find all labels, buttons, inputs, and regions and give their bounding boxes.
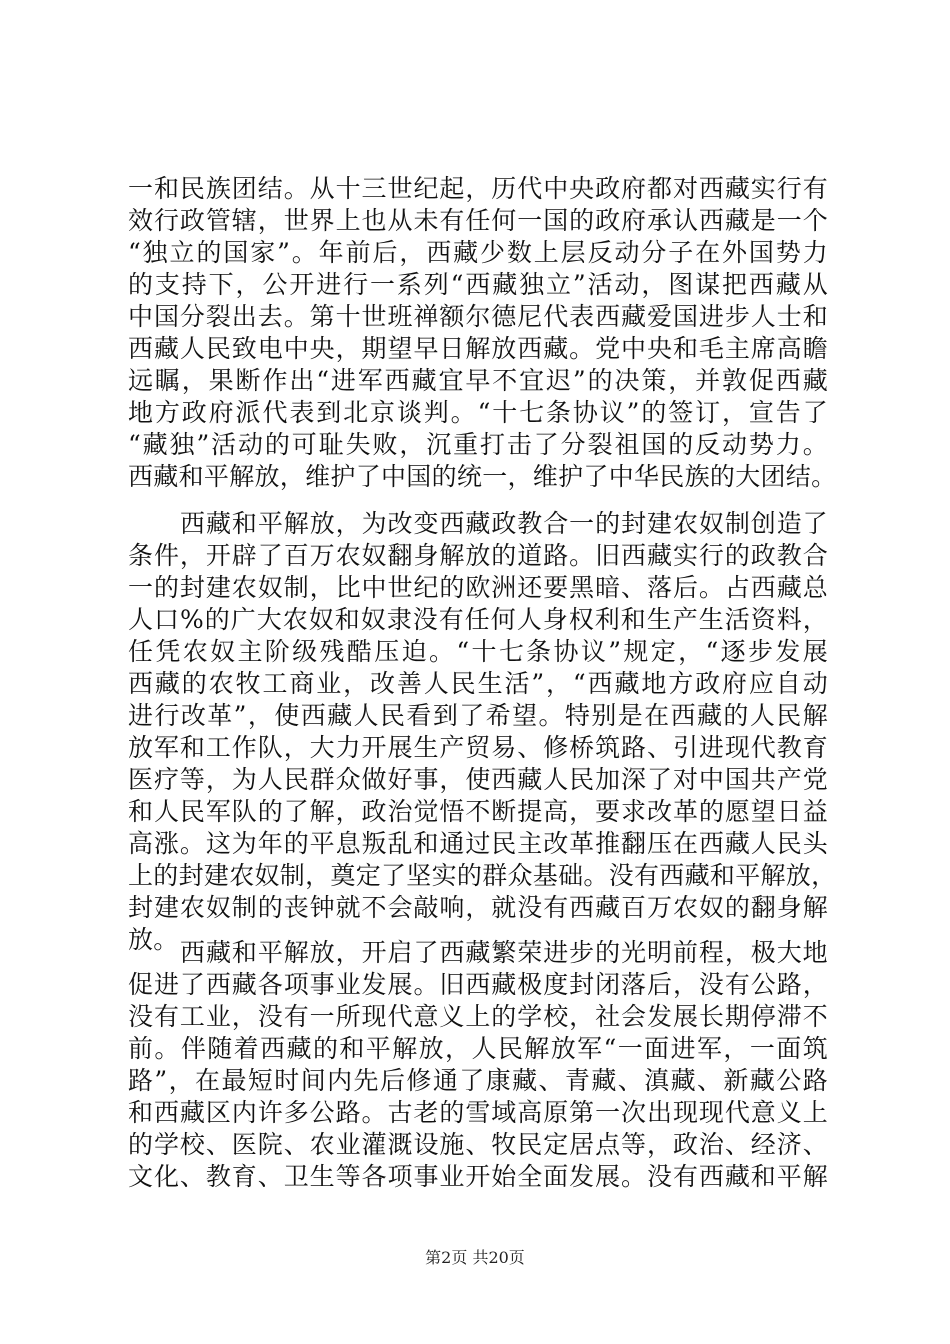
text-line: 高涨。这为年的平息叛乱和通过民主改革推翻压在西藏人民头 (128, 829, 828, 858)
paragraph-3 (128, 937, 828, 1193)
text-line: 西藏和平解放，开启了西藏繁荣进步的光明前程，极大地 (180, 938, 828, 967)
text-line: 一和民族团结。从十三世纪起，历代中央政府都对西藏实行有 (128, 174, 828, 203)
text-line: 的支持下，公开进行一系列“西藏独立”活动，图谋把西藏从 (128, 270, 828, 299)
text-line: 远瞩，果断作出“进军西藏宜早不宜迟”的决策，并敦促西藏 (128, 366, 828, 395)
text-line: 进行改革”，使西藏人民看到了希望。特别是在西藏的人民解 (128, 701, 828, 730)
text-line: 的学校、医院、农业灌溉设施、牧民定居点等，政治、经济、 (128, 1130, 828, 1159)
paragraph-1 (128, 173, 837, 493)
text-line: 人口%的广大农奴和奴隶没有任何人身权利和生产生活资料， (128, 605, 828, 634)
text-line: 上的封建农奴制，奠定了坚实的群众基础。没有西藏和平解放， (128, 861, 837, 890)
text-line: 前。伴随着西藏的和平解放，人民解放军“一面进军，一面筑 (128, 1034, 828, 1063)
paragraph-2 (128, 508, 837, 956)
text-line: 西藏和平解放，为改变西藏政教合一的封建农奴制创造了 (180, 509, 828, 538)
text-line: 任凭农奴主阶级残酷压迫。“十七条协议”规定，“逐步发展 (128, 637, 828, 666)
text-line: 和西藏区内许多公路。古老的雪域高原第一次出现现代意义上 (128, 1098, 828, 1127)
text-line: 封建农奴制的丧钟就不会敲响，就没有西藏百万农奴的翻身解 (128, 893, 828, 922)
text-line: 条件，开辟了百万农奴翻身解放的道路。旧西藏实行的政教合 (128, 541, 828, 570)
text-line: “藏独”活动的可耻失败，沉重打击了分裂祖国的反动势力。 (128, 430, 828, 459)
text-line: 效行政管辖，世界上也从未有任何一国的政府承认西藏是一个 (128, 206, 828, 235)
page-footer: 第2页 共20页 (425, 1248, 525, 1267)
text-line: 一的封建农奴制，比中世纪的欧洲还要黑暗、落后。占西藏总 (128, 573, 828, 602)
text-line: 和人民军队的了解，政治觉悟不断提高，要求改革的愿望日益 (128, 797, 828, 826)
text-line: 放军和工作队，大力开展生产贸易、修桥筑路、引进现代教育 (128, 733, 828, 762)
text-line: 文化、教育、卫生等各项事业开始全面发展。没有西藏和平解 (128, 1162, 828, 1191)
text-line: 路”，在最短时间内先后修通了康藏、青藏、滇藏、新藏公路 (128, 1066, 828, 1095)
text-line: 中国分裂出去。第十世班禅额尔德尼代表西藏爱国进步人士和 (128, 302, 828, 331)
text-line: 西藏的农牧工商业，改善人民生活”，“西藏地方政府应自动 (128, 669, 828, 698)
text-line: 地方政府派代表到北京谈判。“十七条协议”的签订，宣告了 (128, 398, 828, 427)
text-line: 医疗等，为人民群众做好事，使西藏人民加深了对中国共产党 (128, 765, 828, 794)
text-line: 西藏和平解放，维护了中国的统一，维护了中华民族的大团结。 (128, 462, 837, 491)
text-line: 西藏人民致电中央，期望早日解放西藏。党中央和毛主席高瞻 (128, 334, 828, 363)
text-line: 促进了西藏各项事业发展。旧西藏极度封闭落后，没有公路， (128, 970, 828, 999)
text-line: “独立的国家”。年前后，西藏少数上层反动分子在外国势力 (128, 238, 828, 267)
text-line: 没有工业，没有一所现代意义上的学校，社会发展长期停滞不 (128, 1002, 828, 1031)
text-line: 放。 (128, 925, 179, 954)
